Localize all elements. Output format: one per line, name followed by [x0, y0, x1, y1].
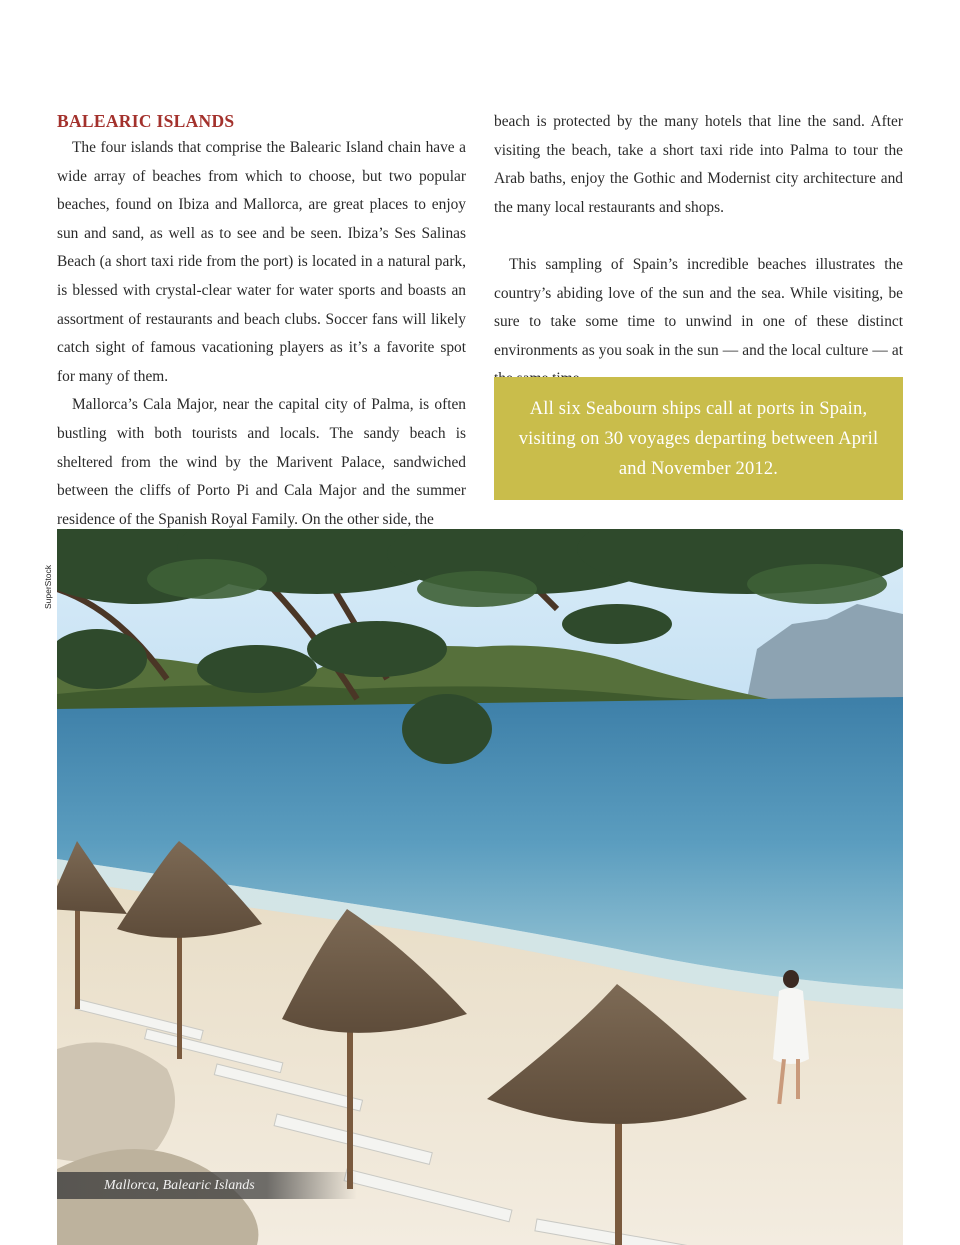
body-paragraph: beach is protected by the many hotels that line the sand. After visiting the beach, take a short taxi ride into Palma to tour the Arab baths, enjoy the Gothic and Modernist city architecture and the many local restaurants and shops. — [494, 113, 903, 216]
beach-scene-illustration — [57, 529, 903, 1245]
body-paragraph: Mallorca’s Cala Major, near the capital city of Palma, is often bustling with both tourists and locals. The sandy beach is sheltered from the wind by the Marivent Palace, sandwiched between the cliffs of Porto Pi and Cala Major and the summer residence of the Spanish Royal Family. On the other side, the — [57, 396, 466, 528]
body-paragraph: This sampling of Spain’s incredible beaches illustrates the country’s abiding love of the sun and the sea. While visiting, be sure to take some time to unwind in one of these distinct environments as you soak in the sun — and the local culture — at — [494, 255, 903, 359]
beach-photo — [57, 529, 903, 1245]
right-column — [494, 108, 903, 394]
body-paragraph: The four islands that comprise the Balearic Island chain have a wide array of beaches from which to choose, but two popular beaches, found on Ibiza and Mallorca, are great places to enjoy sun and sand, as well as to see and be seen. Ibiza’s Ses Salinas Beach (a short taxi ride from the port) is located in a natural park, is blessed with crystal-clear water for water sports and boasts an assortment of restaurants and beach clubs. Soccer fans will likely catch sight of famous vacationing players as it’s a favorite spot for many of them. — [57, 139, 466, 385]
callout-box — [494, 377, 903, 500]
section-heading: BALEARIC ISLANDS — [57, 111, 235, 131]
callout-text: All six Seabourn ships call at ports in Spain, visiting on 30 voyages departing between April and November 2012. — [518, 398, 879, 479]
left-column — [57, 108, 466, 534]
photo-credit: SuperStock — [43, 565, 53, 609]
photo-caption: Mallorca, Balearic Islands — [57, 1172, 357, 1199]
